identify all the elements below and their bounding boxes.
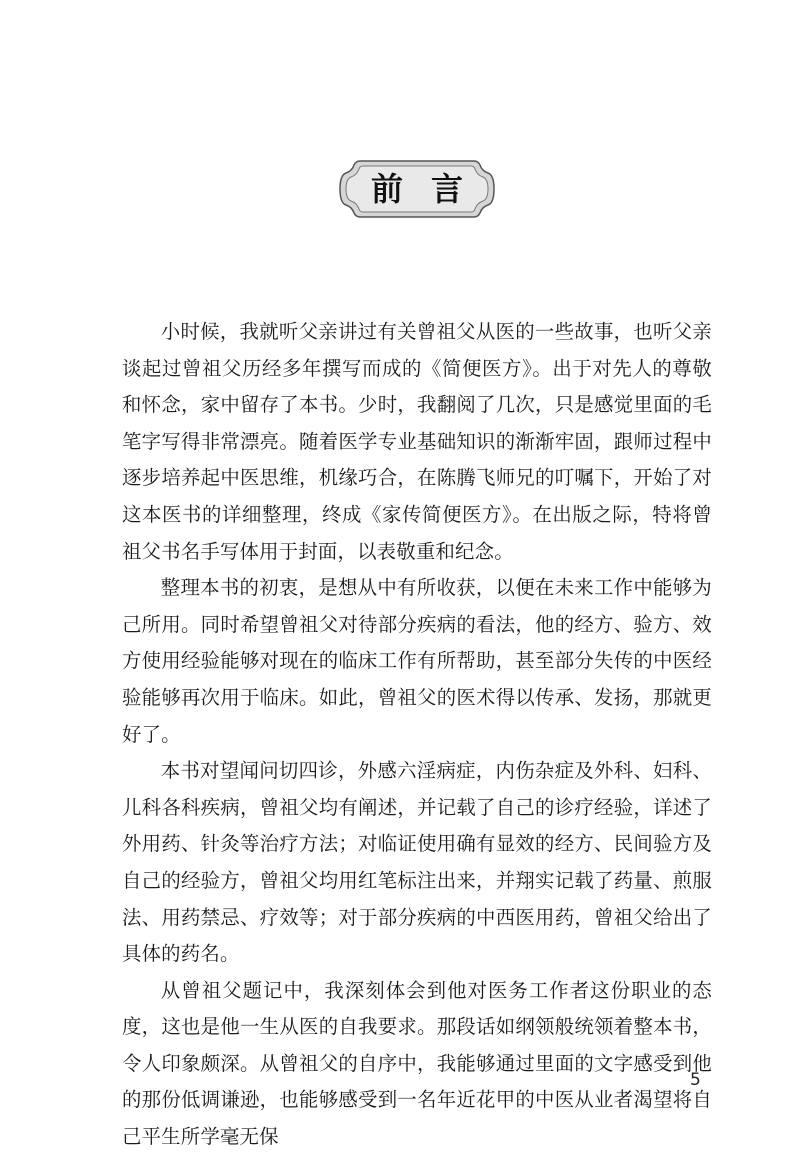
paragraph-2: 整理本书的初衷，是想从中有所收获，以便在未来工作中能够为己所用。同时希望曾祖父对待部分疾病的看法，他的经方、验方、效方使用经验能够对现在的临床工作有所帮助，甚至部分失传的中医经验能够再次用于临床。如此，曾祖父的医术得以传承、发扬，那就更好了。	[122, 576, 712, 746]
body-text	[122, 314, 712, 1156]
page-title: 前言	[370, 170, 491, 208]
paragraph-3: 本书对望闻问切四诊，外感六淫病症，内伤杂症及外科、妇科、儿科各科疾病，曾祖父均有阐述，并记载了自己的诊疗经验，详述了外用药、针灸等治疗方法；对临证使用确有显效的经方、民间验方及自己的经验方，曾祖父均用红笔标注出来，并翔实记载了药量、煎服法、用药禁忌、疗效等；对于部分疾病的中西医用药，曾祖父给出了具体的药名。	[122, 759, 712, 966]
title-banner	[338, 155, 496, 223]
paragraph-1: 小时候，我就听父亲讲过有关曾祖父从医的一些故事，也听父亲谈起过曾祖父历经多年撰写而成的《简便医方》。出于对先人的尊敬和怀念，家中留存了本书。少时，我翻阅了几次，只是感觉里面的毛笔字写得非常漂亮。随着医学专业基础知识的渐渐牢固，跟师过程中逐步培养起中医思维，机缘巧合，在陈腾飞师兄的叮嘱下，开始了对这本医书的详细整理，终成《家传简便医方》。在出版之际，特将曾祖父书名手写体用于封面，以表敬重和纪念。	[122, 320, 712, 563]
page-number: 5	[690, 1070, 701, 1090]
paragraph-4: 从曾祖父题记中，我深刻体会到他对医务工作者这份职业的态度，这也是他一生从医的自我要求。那段话如纲领般统领着整本书，令人印象颇深。从曾祖父的自序中，我能够通过里面的文字感受到他的那份低调谦逊，也能够感受到一名年近花甲的中医从业者渴望将自己平生所学毫无保	[122, 978, 712, 1149]
